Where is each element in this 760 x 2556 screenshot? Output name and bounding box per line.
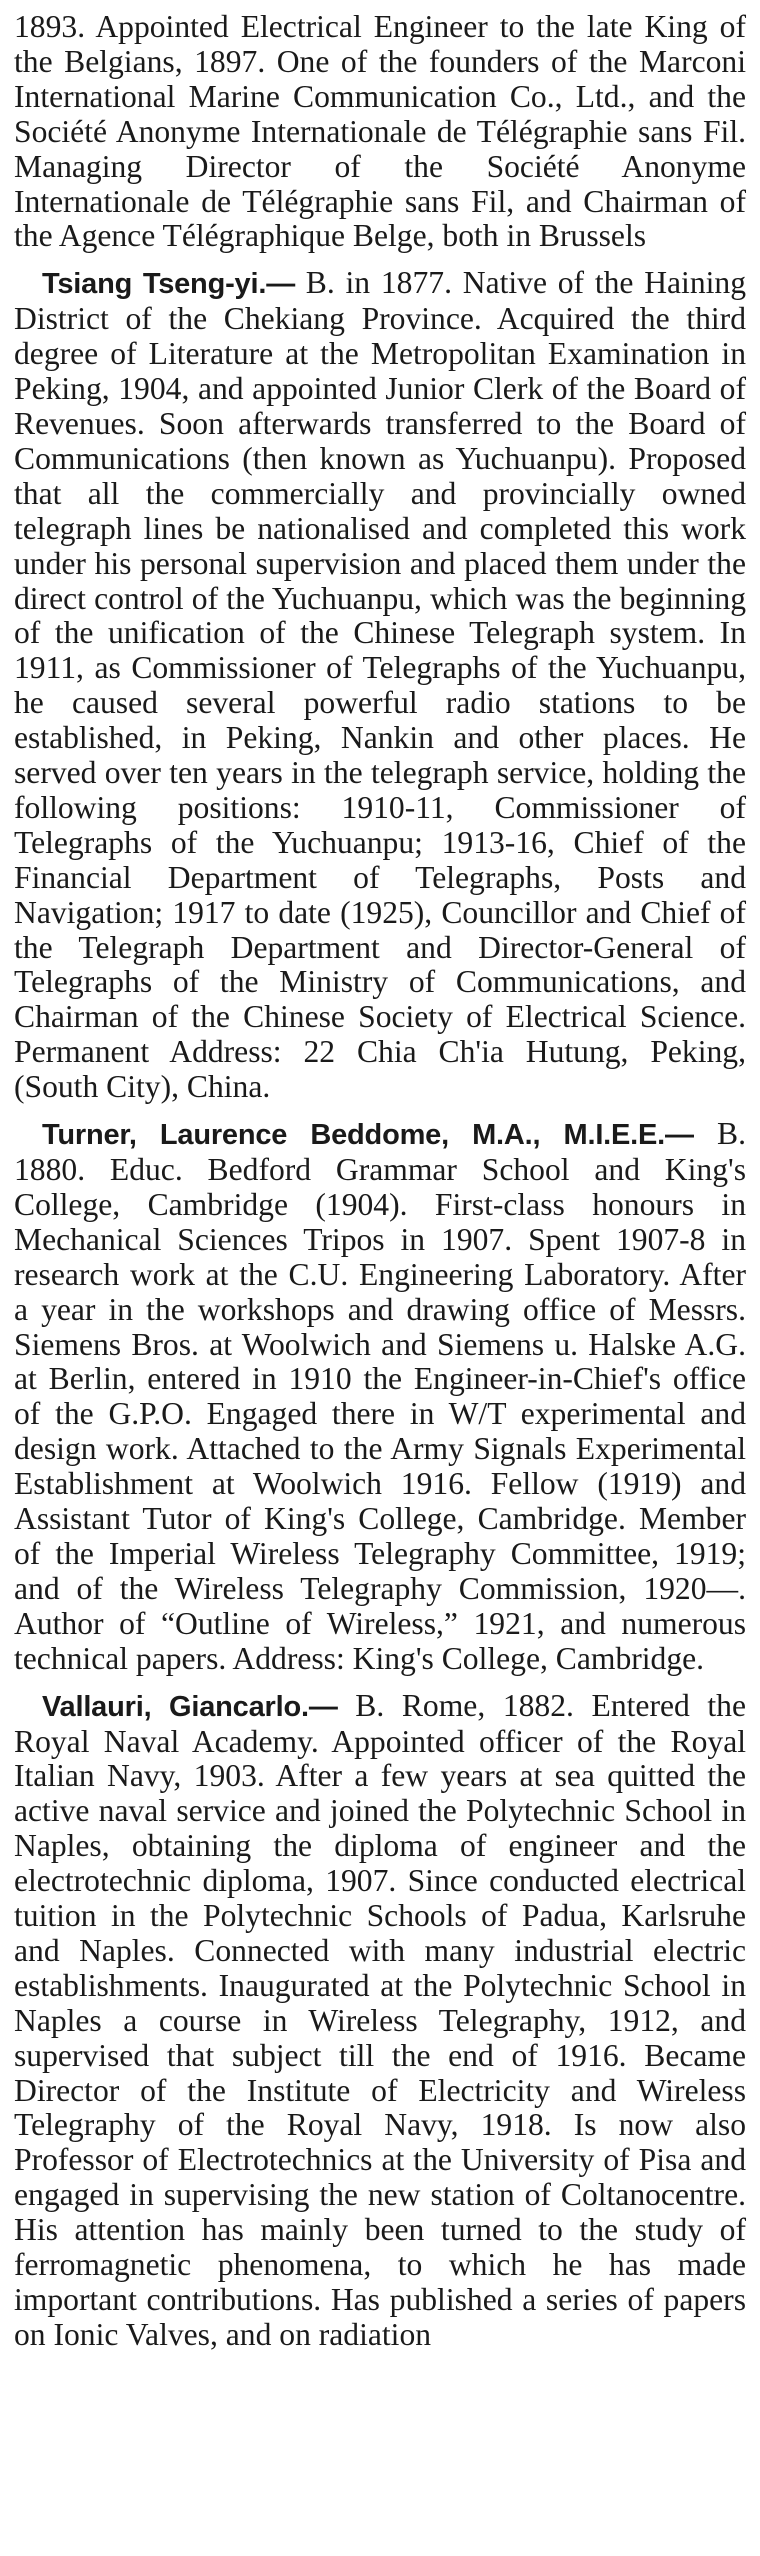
entry-continued xyxy=(14,10,746,254)
entry-text: B. in 1877. Native of the Haining District of the Chekiang Province. Acquired the third degree of Literature at the Metropolitan Examination in Peking, 1904, and appointed Junior Clerk of the Board of Revenues. Soon afterwards transferred to the Board of Communications (then known as Yuchuanpu). Proposed that all the commercially and provincially owned telegraph lines be nationalised and completed this work under his personal supervision and placed them under the direct control of the Yuchuanpu, which was the beginning of the unification of the Chinese Telegraph system. In 1911, as Commissioner of Telegraphs of the Yuchuanpu, he caused several powerful radio stations to be established, in Peking, Nankin and other places. He served over ten years in the telegraph service, holding the following positions: 1910-11, Commissioner of Telegraphs of the Yuchuanpu; 1913-16, Chief of the Financial Department of Telegraphs, Posts and Navigation; 1917 to date (1925), Councillor and Chief of the Telegraph Department and Director-General of Telegraphs of the Ministry of Communications, and Chairman of the Chinese Society of Electrical Science. Permanent Address: 22 Chia Ch'ia Hutung, Peking, (South City), China. xyxy=(14,265,747,1105)
entry-name: Turner, Laurence Beddome, M.A., M.I.E.E.— xyxy=(42,1119,694,1152)
entry-turner-laurence-beddome xyxy=(14,1117,746,1677)
entry-tsiang-tseng-yi xyxy=(14,266,746,1105)
entry-text: 1893. Appointed Electrical Engineer to the late King of the Belgians, 1897. One of the founders of the Marconi International Marine Communication Co., Ltd., and the Société Anonyme Internationale de Télégraphie sans Fil. Managing Director of the Société Anonyme Internationale de Télégraphie sans Fil, and Chairman of the Agence Télégraphique Belge, both in Brussels xyxy=(14,9,746,254)
entry-text: B. Rome, 1882. Entered the Royal Naval Academy. Appointed officer of the Royal Italian Navy, 1903. After a few years at sea quitted the active naval service and joined the Polytechnic School in Naples, obtaining the diploma of engineer and the electrotechnic diploma, 1907. Since conducted electrical tuition in the Polytechnic Schools of Padua, Karlsruhe and Naples. Connected with many industrial electric establishments. Inaugurated at the Polytechnic School in Naples a course in Wireless Telegraphy, 1912, and supervised that subject till the end of 1916. Became Director of the Institute of Electricity and Wireless Telegraphy of the Royal Navy, 1918. Is now also Professor of Electrotechnics at the University of Pisa and engaged in supervising the new station of Coltanocentre. His attention has mainly been turned to the study of ferromagnetic phenomena, to which he has made important contributions. Has published a series of papers on Ionic Valves, and on radiation xyxy=(14,1687,746,2352)
entry-text: B. 1880. Educ. Bedford Grammar School and King's College, Cambridge (1904). First-class honours in Mechanical Sciences Tripos in 1907. Spent 1907-8 in research work at the C.U. Engineering Laboratory. After a year in the workshops and drawing office of Messrs. Siemens Bros. at Woolwich and Siemens u. Halske A.G. at Berlin, entered in 1910 the Engineer-in-Chief's office of the G.P.O. Engaged there in W/T experimental and design work. Attached to the Army Signals Experimental Establishment at Woolwich 1916. Fellow (1919) and Assistant Tutor of King's College, Cambridge. Member of the Imperial Wireless Telegraphy Committee, 1919; and of the Wireless Telegraphy Commission, 1920—. Author of “Outline of Wireless,” 1921, and numerous technical papers. Address: King's College, Cambridge. xyxy=(14,1116,746,1676)
entry-name: Vallauri, Giancarlo.— xyxy=(42,1690,338,1723)
entry-name: Tsiang Tseng-yi.— xyxy=(42,268,295,301)
entry-vallauri-giancarlo xyxy=(14,1689,746,2353)
